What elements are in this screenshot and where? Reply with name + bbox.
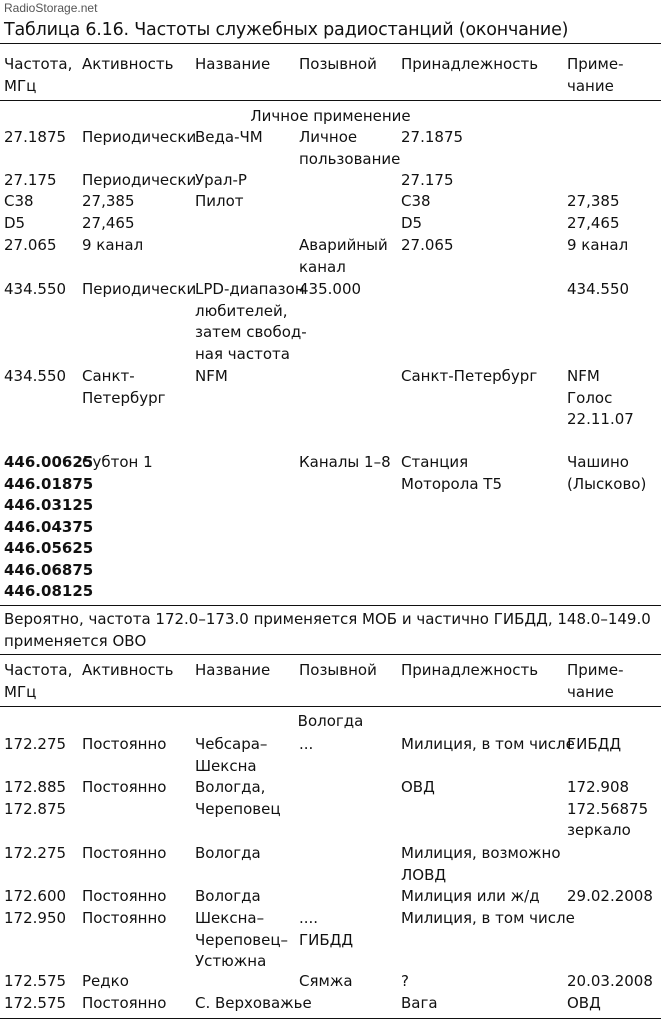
- table-title: Таблица 6.16. Частоты служебных радиостанций (окончание): [4, 20, 569, 40]
- table-cell: Каналы 1–8: [299, 453, 391, 471]
- table-cell: 27.065: [401, 236, 454, 254]
- table-cell: Периодически: [82, 171, 197, 189]
- column-header-4: Принадлежность: [401, 55, 539, 73]
- table-cell: Сямжа: [299, 972, 353, 990]
- table-cell: С. Верховажье: [195, 994, 312, 1012]
- table-cell: Санкт- Петербург: [82, 367, 166, 407]
- column-header-3: Позывной: [299, 55, 377, 73]
- table-cell: Милиция, в том числе: [401, 909, 575, 927]
- table-cell: Постоянно: [82, 994, 167, 1012]
- table-cell: 435.000: [299, 280, 362, 298]
- table-cell: С38: [401, 192, 431, 210]
- table-cell: 27.1875: [401, 128, 464, 146]
- rule-line: [0, 100, 661, 101]
- rule-line: [0, 43, 661, 44]
- table-cell: Постоянно: [82, 844, 167, 862]
- table-cell: Вологда: [195, 844, 261, 862]
- table-cell: ?: [401, 972, 409, 990]
- table-cell: 27.175: [4, 171, 57, 189]
- table-cell: Периодически: [82, 280, 197, 298]
- watermark: RadioStorage.net: [4, 1, 98, 15]
- table-cell: Милиция, возможно ЛОВД: [401, 844, 561, 884]
- table-cell: Постоянно: [82, 887, 167, 905]
- table-cell: 9 канал: [567, 236, 629, 254]
- column-header-3: Позывной: [299, 661, 377, 679]
- column-header-5: Приме- чание: [567, 55, 624, 95]
- table-cell: Пилот: [195, 192, 244, 210]
- table-cell: С38: [4, 192, 34, 210]
- column-header-4: Принадлежность: [401, 661, 539, 679]
- table-cell: 172.275: [4, 735, 67, 753]
- table-cell: Вологда, Череповец: [195, 778, 281, 818]
- table-cell: 27,385: [82, 192, 135, 210]
- table-cell: 172.885 172.875: [4, 778, 67, 818]
- column-header-0: Частота, МГц: [4, 661, 73, 701]
- table-cell: Субтон 1: [82, 453, 153, 471]
- rule-line: [0, 706, 661, 707]
- table-cell: 27,385: [567, 192, 620, 210]
- table-cell: 172.275: [4, 844, 67, 862]
- table-cell: .... ГИБДД: [299, 909, 354, 949]
- table-cell: Аварийный канал: [299, 236, 388, 276]
- table-cell: 434.550: [4, 367, 67, 385]
- table-cell: Вологда: [195, 887, 261, 905]
- table-cell: Веда-ЧМ: [195, 128, 263, 146]
- section-heading: Личное применение: [250, 107, 411, 125]
- table-cell: Санкт-Петербург: [401, 367, 538, 385]
- table-cell: 27,465: [567, 214, 620, 232]
- column-header-2: Название: [195, 55, 271, 73]
- table-cell: 172.950: [4, 909, 67, 927]
- table-cell: 172.575: [4, 972, 67, 990]
- table-cell: Постоянно: [82, 735, 167, 753]
- table-cell: Милиция или ж/д: [401, 887, 540, 905]
- table-cell: LPD-диапазон любителей, затем свобод- ная частота: [195, 280, 307, 363]
- column-header-2: Название: [195, 661, 271, 679]
- table-cell: ГИБДД: [567, 735, 622, 753]
- table-cell: 172.600: [4, 887, 67, 905]
- rule-line: [0, 654, 661, 655]
- section-heading-vologda: Вологда: [297, 712, 364, 730]
- table-cell: Постоянно: [82, 909, 167, 927]
- table-cell: 9 канал: [82, 236, 144, 254]
- table-cell: 434.550: [4, 280, 67, 298]
- column-header-1: Активность: [82, 55, 174, 73]
- table-cell: 29.02.2008: [567, 887, 653, 905]
- table-cell: 172.575: [4, 994, 67, 1012]
- table-cell: Периодически: [82, 128, 197, 146]
- table-cell: 20.03.2008: [567, 972, 653, 990]
- table-cell: Вага: [401, 994, 438, 1012]
- column-header-0: Частота, МГц: [4, 55, 73, 95]
- table-cell: Урал-Р: [195, 171, 247, 189]
- column-header-1: Активность: [82, 661, 174, 679]
- table-cell: Чебсара– Шексна: [195, 735, 268, 775]
- table-cell: 172.908 172.56875 зеркало: [567, 778, 649, 839]
- table-cell: D5: [4, 214, 26, 232]
- table-cell: NFM: [195, 367, 228, 385]
- rule-line: [0, 1018, 661, 1019]
- table-cell: D5: [401, 214, 423, 232]
- table-cell: ...: [299, 735, 314, 753]
- table-cell: 27,465: [82, 214, 135, 232]
- table-cell: NFM Голос 22.11.07: [567, 367, 634, 428]
- table-cell: Милиция, в том числе: [401, 735, 575, 753]
- table-cell: 446.00625 446.01875 446.03125 446.04375 446.05625 446.06875 446.08125: [4, 453, 94, 600]
- footnote: Вероятно, частота 172.0–173.0 применяется МОБ и частично ГИБДД, 148.0–149.0 применяется ОВО: [4, 610, 651, 650]
- column-header-5: Приме- чание: [567, 661, 624, 701]
- table-cell: 27.175: [401, 171, 454, 189]
- table-cell: 27.065: [4, 236, 57, 254]
- rule-line: [0, 605, 661, 606]
- table-cell: Личное пользование: [299, 128, 401, 168]
- table-cell: ОВД: [401, 778, 435, 796]
- table-cell: Редко: [82, 972, 129, 990]
- table-cell: 434.550: [567, 280, 630, 298]
- table-cell: Постоянно: [82, 778, 167, 796]
- table-cell: Шексна– Череповец– Устюжна: [195, 909, 289, 970]
- table-cell: ОВД: [567, 994, 601, 1012]
- table-cell: Станция Моторола Т5: [401, 453, 502, 493]
- table-cell: 27.1875: [4, 128, 67, 146]
- table-cell: Чашино (Лысково): [567, 453, 647, 493]
